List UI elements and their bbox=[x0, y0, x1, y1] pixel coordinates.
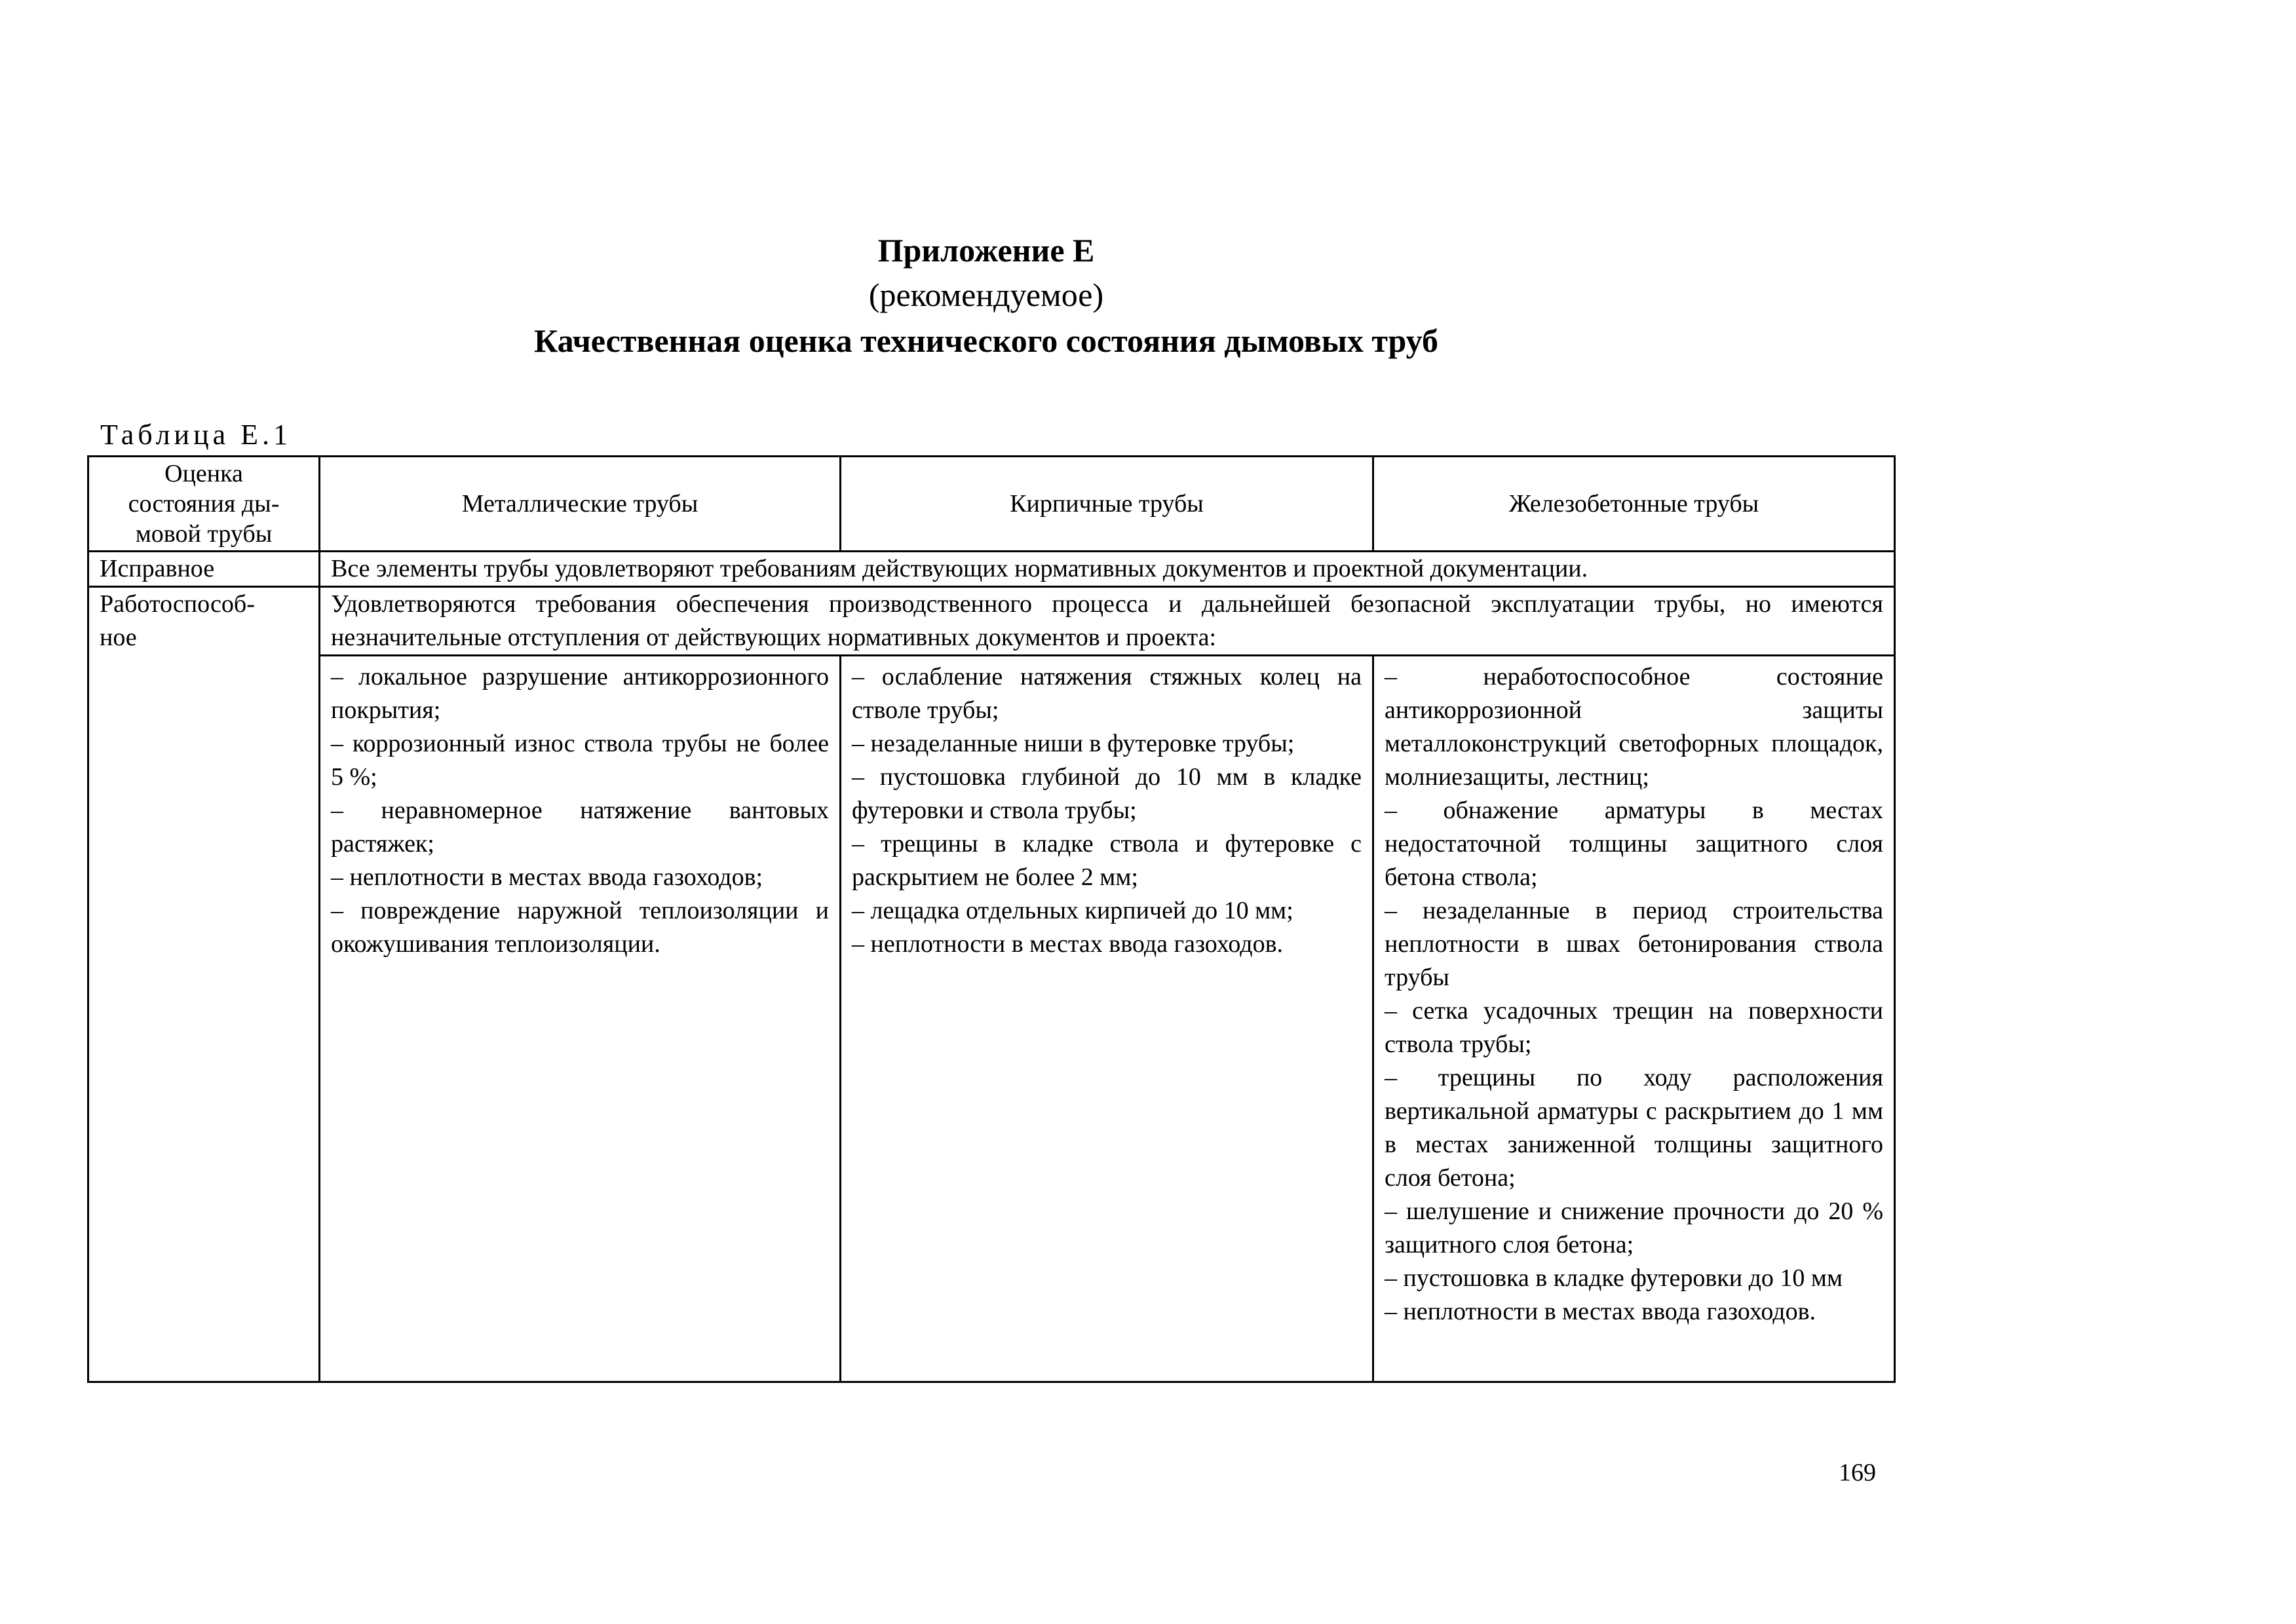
defect-item: – пустошовка глубиной до 10 мм в кладке футеровки и ствола трубы; bbox=[852, 763, 1362, 824]
defect-item: – повреждение наружной теплоизоляции и окожушивания теплоизоляции. bbox=[331, 897, 829, 958]
header-assessment bbox=[88, 457, 320, 552]
state-operable bbox=[88, 587, 320, 1382]
header-concrete: Железобетонные трубы bbox=[1373, 457, 1895, 552]
concrete-defects-cell bbox=[1373, 656, 1895, 1382]
state-operable-line: ное bbox=[100, 624, 137, 651]
defect-item: – лещадка отдельных кирпичей до 10 мм; bbox=[852, 897, 1293, 924]
state-serviceable-description: Все элементы трубы удовлетворяют требованиям действующих нормативных документов и проектной документации. bbox=[320, 552, 1895, 587]
defect-item: – пустошовка в кладке футеровки до 10 мм bbox=[1385, 1264, 1843, 1292]
state-operable-line: Работоспособ- bbox=[100, 590, 255, 618]
defect-item: – неплотности в местах ввода газоходов. bbox=[1385, 1298, 1816, 1325]
page-number: 169 bbox=[1839, 1459, 1876, 1486]
metal-defects-cell bbox=[320, 656, 841, 1382]
defect-item: – трещины по ходу расположения вертикальной арматуры с раскрытием до 1 мм в местах заниженной толщины защитного слоя бетона; bbox=[1385, 1064, 1883, 1192]
defect-item: – сетка усадочных трещин на поверхности ствола трубы; bbox=[1385, 997, 1883, 1058]
defect-item: – неплотности в местах ввода газоходов; bbox=[331, 863, 763, 891]
defect-item: – незаделанные ниши в футеровке трубы; bbox=[852, 730, 1295, 757]
appendix-title: Приложение Е bbox=[877, 232, 1095, 269]
state-serviceable: Исправное bbox=[88, 552, 320, 587]
document-title: Качественная оценка технического состояния дымовых труб bbox=[534, 322, 1438, 359]
defect-item: – ослабление натяжения стяжных колец на стволе трубы; bbox=[852, 663, 1362, 724]
defect-item: – незаделанные в период строительства неплотности в швах бетонирования ствола трубы bbox=[1385, 897, 1883, 991]
assessment-table bbox=[87, 455, 1896, 1383]
header-metal: Металлические трубы bbox=[320, 457, 841, 552]
header-assessment-line: состояния ды- bbox=[128, 490, 280, 518]
defect-item: – трещины в кладке ствола и футеровке с раскрытием не более 2 мм; bbox=[852, 830, 1362, 891]
table-row bbox=[88, 656, 1895, 1382]
table-row bbox=[88, 552, 1895, 587]
state-operable-description: Удовлетворяются требования обеспечения производственного процесса и дальнейшей безопасной эксплуатации трубы, но имеются незначительные отступления от действующих нормативных документов и проекта: bbox=[320, 587, 1895, 656]
defect-item: – неравномерное натяжение вантовых растяжек; bbox=[331, 797, 829, 858]
appendix-subtitle: (рекомендуемое) bbox=[868, 276, 1104, 313]
defect-item: – коррозионный износ ствола трубы не более 5 %; bbox=[331, 730, 829, 791]
table-row bbox=[88, 587, 1895, 656]
header-assessment-line: мовой трубы bbox=[135, 520, 273, 548]
defect-item: – неплотности в местах ввода газоходов. bbox=[852, 930, 1284, 958]
defect-item: – шелушение и снижение прочности до 20 % защитного слоя бетона; bbox=[1385, 1198, 1883, 1258]
defect-item: – обнажение арматуры в местах недостаточной толщины защитного слоя бетона ствола; bbox=[1385, 797, 1883, 891]
header-brick: Кирпичные трубы bbox=[841, 457, 1373, 552]
table-caption: Таблица Е.1 bbox=[100, 419, 292, 451]
defect-item: – локальное разрушение антикоррозионного покрытия; bbox=[331, 663, 829, 724]
defect-item: – неработоспособное состояние антикоррозионной защиты металлоконструкций светофорных площадок, молниезащиты, лестниц; bbox=[1385, 663, 1883, 791]
brick-defects-cell bbox=[841, 656, 1373, 1382]
table-header-row bbox=[88, 457, 1895, 552]
header-assessment-line: Оценка bbox=[164, 460, 243, 487]
